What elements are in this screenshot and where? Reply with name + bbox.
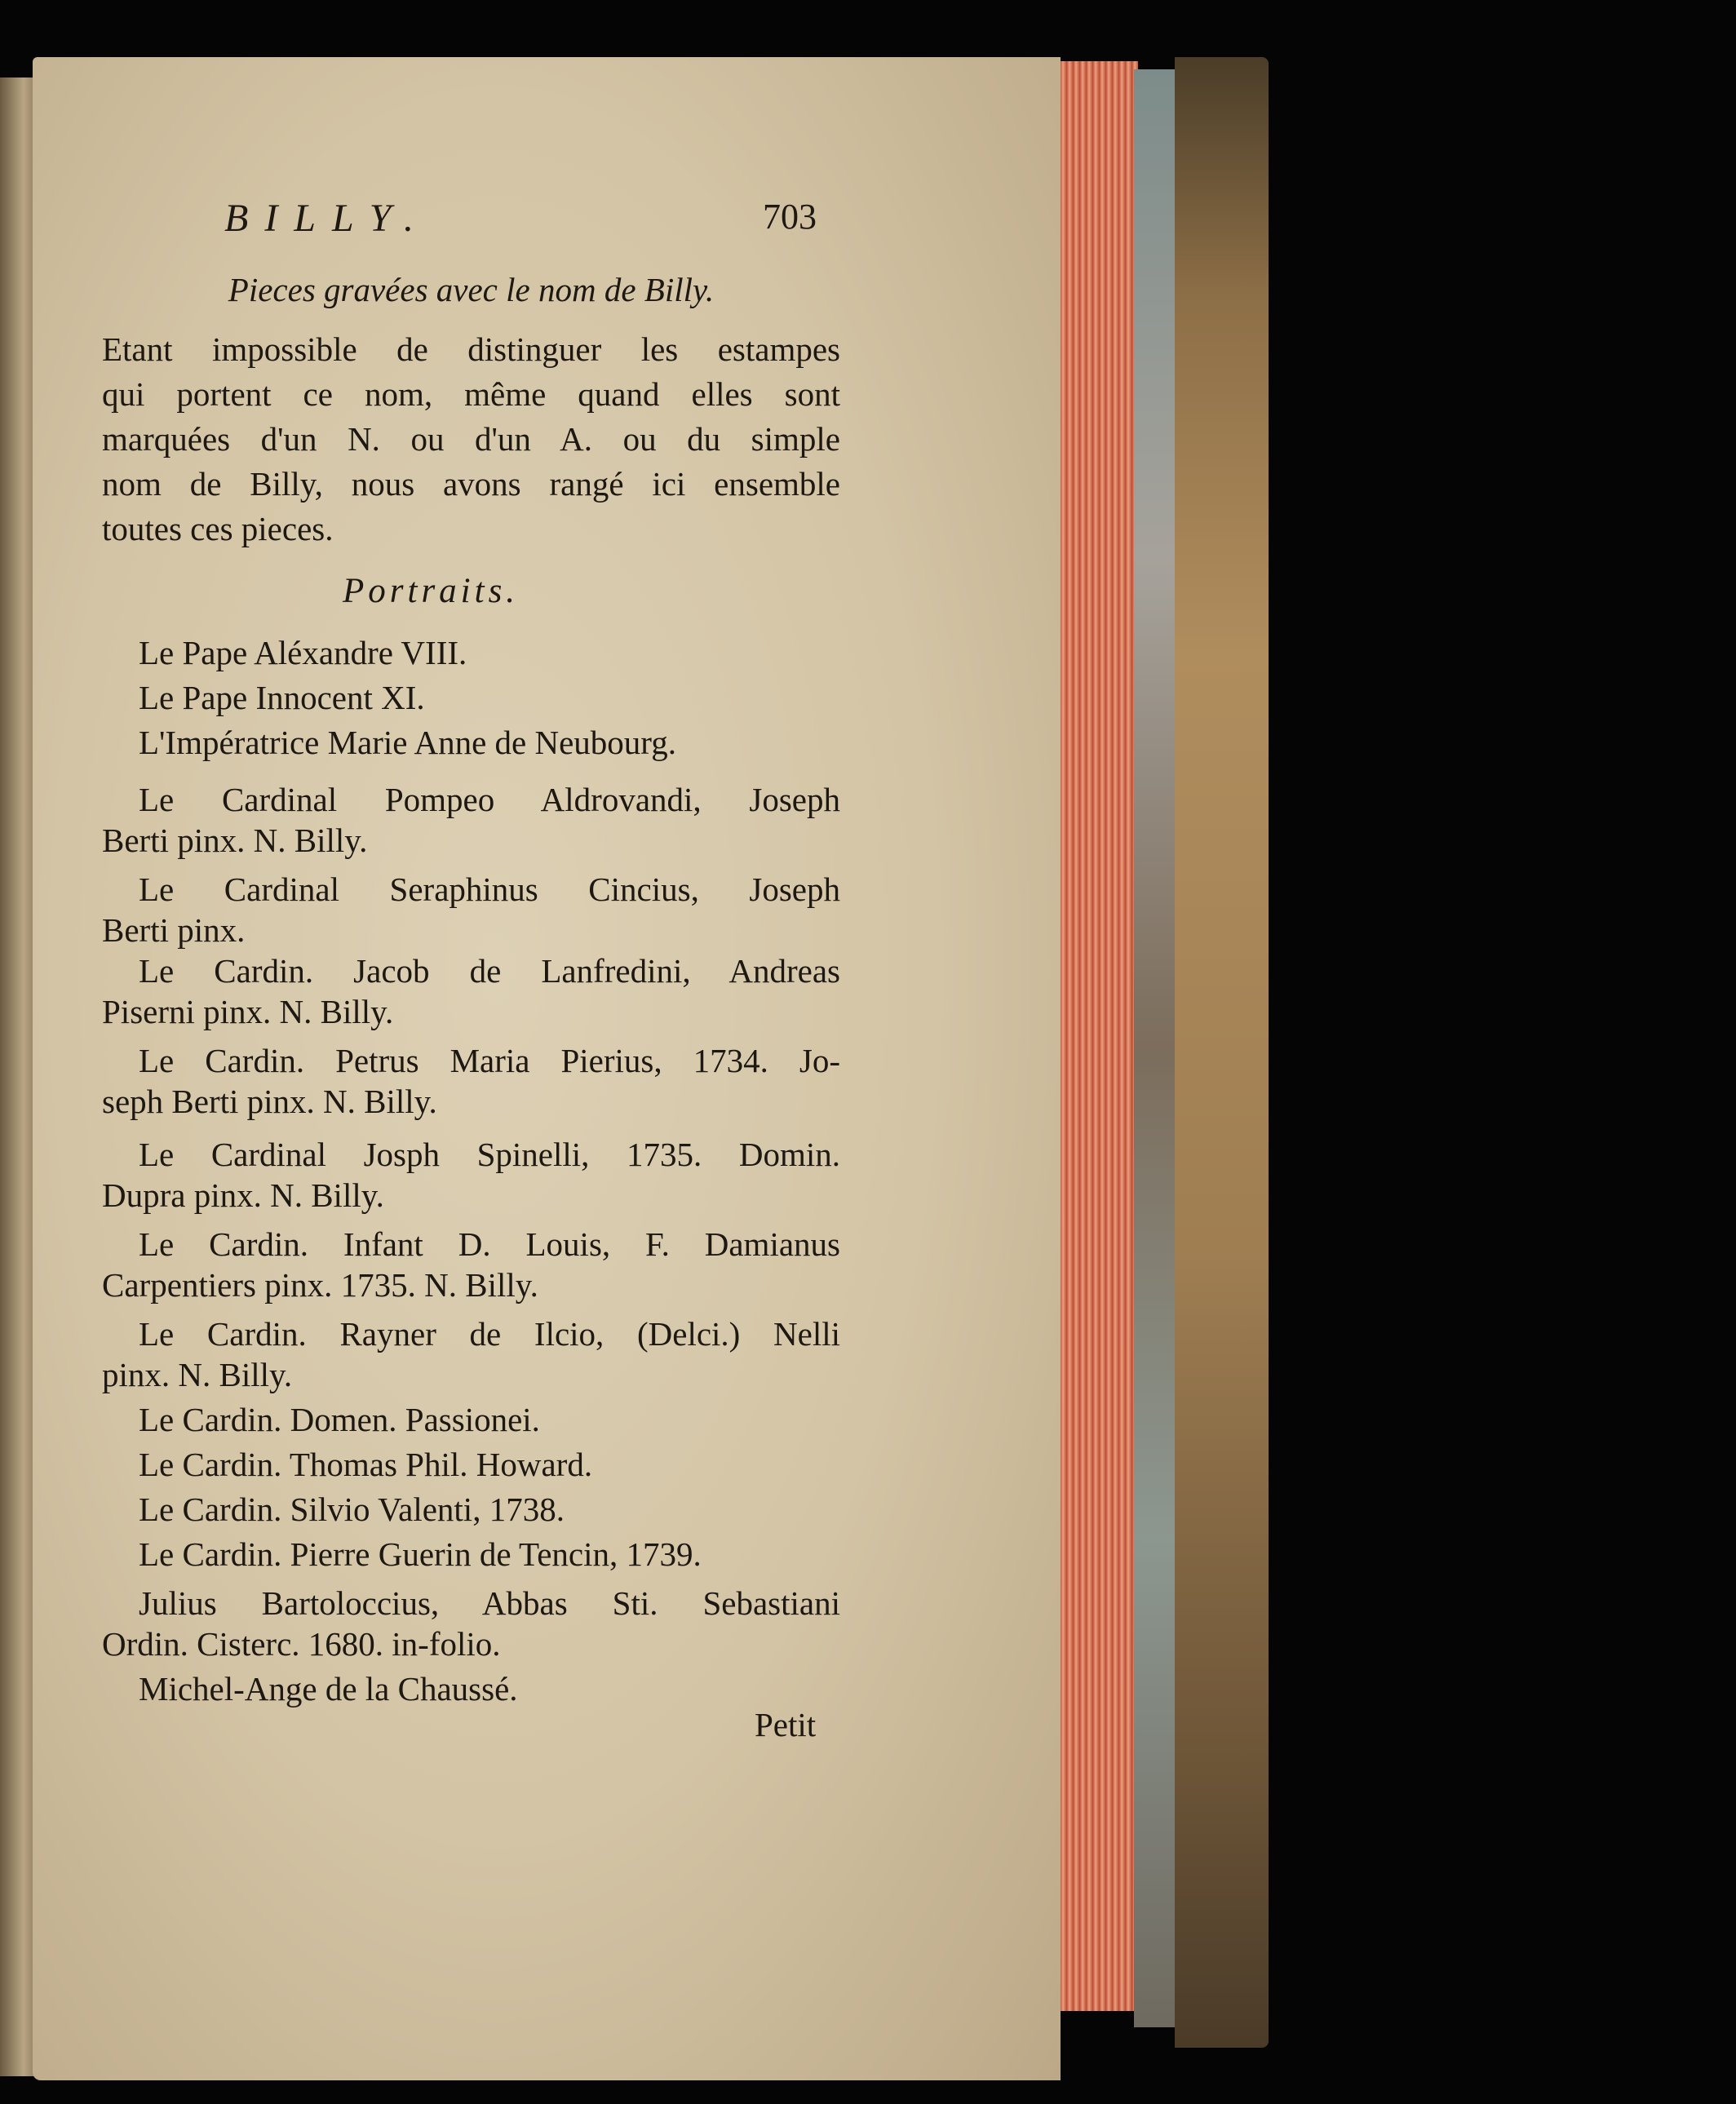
entry-line: Le Cardin. Infant D. Louis, F. Damianus [139,1225,840,1263]
intro-line: marquées d'un N. ou d'un A. ou du simple [102,420,840,458]
entry-line: seph Berti pinx. N. Billy. [102,1083,437,1120]
entry-line: Le Cardinal Pompeo Aldrovandi, Joseph [139,781,840,818]
entry-line: Michel-Ange de la Chaussé. [139,1670,518,1708]
entry-line: Le Cardin. Petrus Maria Pierius, 1734. Jo- [139,1042,840,1079]
intro-line: toutes ces pieces. [102,510,334,547]
entry-line: Dupra pinx. N. Billy. [102,1176,384,1214]
entry-line: Le Cardinal Seraphinus Cincius, Joseph [139,870,840,908]
intro-line: nom de Billy, nous avons rangé ici ensemble [102,465,840,503]
entry-line: Carpentiers pinx. 1735. N. Billy. [102,1266,538,1304]
intro-line: qui portent ce nom, même quand elles sont [102,375,840,413]
entry-line: Julius Bartoloccius, Abbas Sti. Sebastiani [139,1584,840,1622]
entry-line: Le Cardin. Thomas Phil. Howard. [139,1446,593,1483]
entry-line: Berti pinx. N. Billy. [102,822,368,859]
entry-line: Le Cardin. Pierre Guerin de Tencin, 1739. [139,1535,702,1573]
running-head: BILLY. [224,197,431,240]
entry-line: Berti pinx. [102,911,246,949]
entry-line: Le Cardin. Silvio Valenti, 1738. [139,1491,565,1528]
page-number: 703 [763,197,817,237]
entry-line: Le Cardin. Rayner de Ilcio, (Delci.) Nelli [139,1315,840,1353]
entry-line: Ordin. Cisterc. 1680. in-folio. [102,1625,501,1663]
entry-line: Le Cardin. Domen. Passionei. [139,1401,540,1438]
entry-line: Le Cardin. Jacob de Lanfredini, Andreas [139,952,840,990]
leather-binding [1175,57,1269,2048]
catchword: Petit [755,1706,817,1743]
entry-line: L'Impératrice Marie Anne de Neubourg. [139,724,676,761]
entry-line: pinx. N. Billy. [102,1356,293,1393]
intro-line: Etant impossible de distinguer les estampes [102,330,840,368]
entry-line: Le Cardinal Josph Spinelli, 1735. Domin. [139,1136,840,1173]
entry-line: Piserni pinx. N. Billy. [102,993,394,1030]
subheading-portraits: Portraits. [343,572,520,610]
entry-line: Le Pape Aléxandre VIII. [139,634,467,671]
section-title: Pieces gravées avec le nom de Billy. [228,271,715,308]
page-fore-edge [1061,61,1138,2011]
entry-line: Le Pape Innocent XI. [139,679,425,716]
